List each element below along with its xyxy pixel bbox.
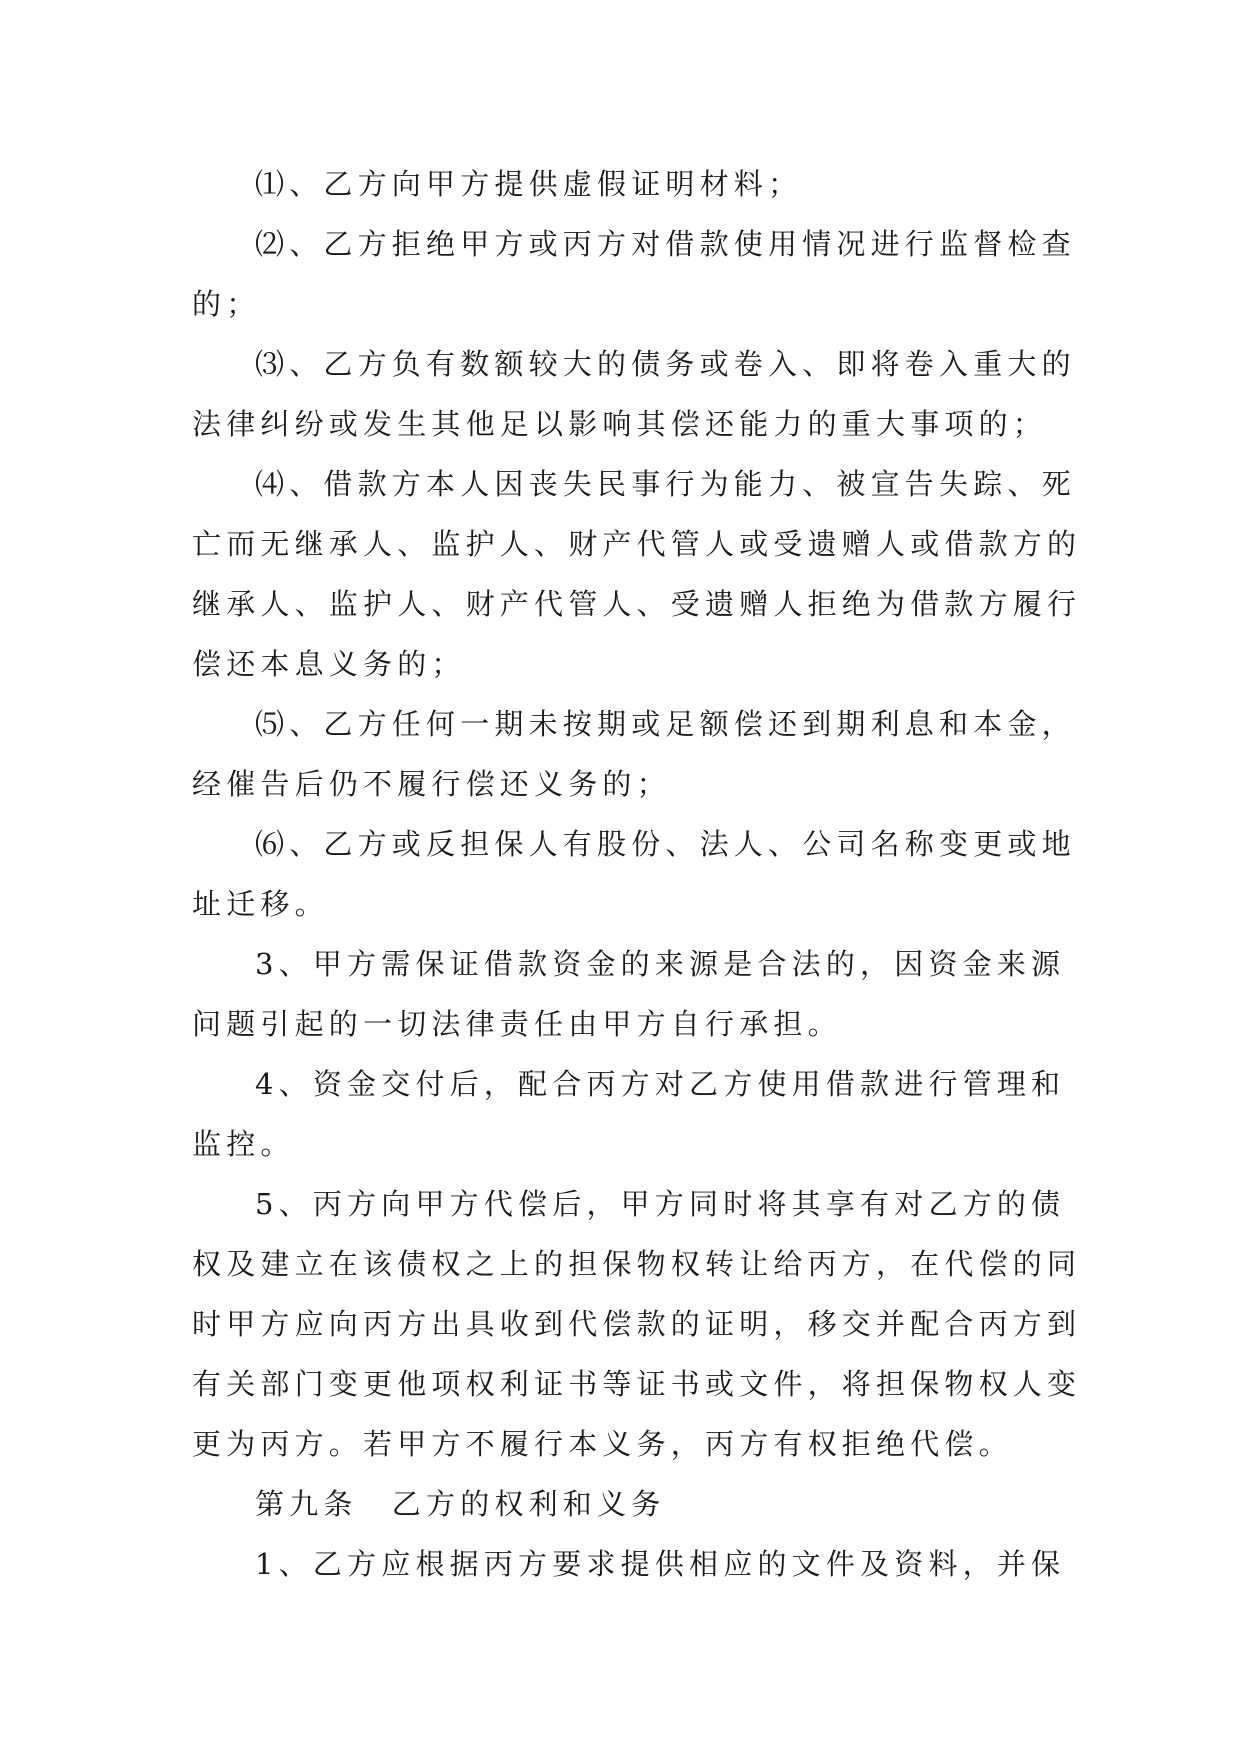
clause-item-4: ⑷、借款方本人因丧失民事行为能力、被宣告失踪、死 [255, 467, 1076, 501]
clause-item-2-cont: 的； [192, 287, 261, 321]
clause-3-cont: 问题引起的一切法律责任由甲方自行承担。 [192, 1007, 842, 1041]
clause-item-3-cont: 法律纠纷或发生其他足以影响其偿还能力的重大事项的； [192, 407, 1048, 441]
clause-5: 5、丙方向甲方代偿后，甲方同时将其享有对乙方的债 [255, 1187, 1066, 1221]
clause-item-1: ⑴、乙方向甲方提供虚假证明材料； [255, 167, 803, 201]
clause-item-4-cont-3: 偿还本息义务的； [192, 647, 466, 681]
clause-item-6-cont: 址迁移。 [192, 887, 329, 921]
clause-item-6: ⑹、乙方或反担保人有股份、法人、公司名称变更或地 [255, 827, 1076, 861]
clause-item-4-cont-1: 亡而无继承人、监护人、财产代管人或受遗赠人或借款方的 [192, 527, 1082, 561]
clause-5-cont-4: 更为丙方。若甲方不履行本义务，丙方有权拒绝代偿。 [192, 1427, 1013, 1461]
clause-item-5-cont: 经催告后仍不履行偿还义务的； [192, 767, 671, 801]
clause-item-3: ⑶、乙方负有数额较大的债务或卷入、即将卷入重大的 [255, 347, 1076, 381]
clause-item-2: ⑵、乙方拒绝甲方或丙方对借款使用情况进行监督检查 [255, 227, 1076, 261]
clause-5-cont-1: 权及建立在该债权之上的担保物权转让给丙方，在代偿的同 [192, 1247, 1082, 1281]
clause-5-cont-3: 有关部门变更他项权利证书等证书或文件，将担保物权人变 [192, 1367, 1082, 1401]
article-clause-1: 1、乙方应根据丙方要求提供相应的文件及资料，并保 [255, 1547, 1066, 1581]
clause-4-cont: 监控。 [192, 1127, 295, 1161]
clause-4: 4、资金交付后，配合丙方对乙方使用借款进行管理和 [255, 1067, 1066, 1101]
clause-3: 3、甲方需保证借款资金的来源是合法的，因资金来源 [255, 947, 1066, 981]
clause-item-5: ⑸、乙方任何一期未按期或足额偿还到期利息和本金， [255, 707, 1076, 741]
article-heading: 第九条 乙方的权利和义务 [255, 1487, 666, 1521]
clause-5-cont-2: 时甲方应向丙方出具收到代偿款的证明，移交并配合丙方到 [192, 1307, 1082, 1341]
clause-item-4-cont-2: 继承人、监护人、财产代管人、受遗赠人拒绝为借款方履行 [192, 587, 1082, 621]
